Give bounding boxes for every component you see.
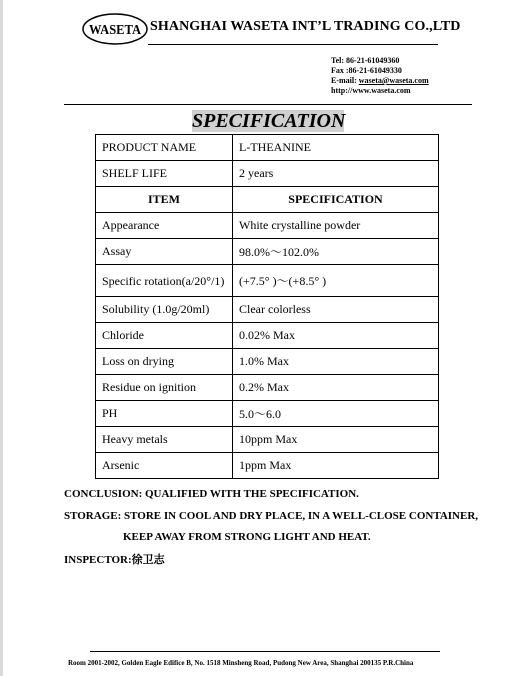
table-row: [96, 265, 439, 297]
spec-cell: Clear colorless: [233, 297, 439, 323]
company-name: SHANGHAI WASETA INT’L TRADING CO.,LTD: [150, 19, 461, 34]
svg-text:WASETA: WASETA: [89, 23, 142, 38]
item-cell: Chloride: [96, 323, 233, 349]
header-rule: [148, 44, 438, 45]
header-divider: [64, 104, 472, 105]
spec-cell: 1.0% Max: [233, 349, 439, 375]
scan-edge: [0, 0, 3, 676]
table-row: [96, 323, 439, 349]
storage-text-continued: KEEP AWAY FROM STRONG LIGHT AND HEAT.: [123, 531, 371, 543]
item-cell: Assay: [96, 239, 233, 265]
footer-address: Room 2001-2002, Golden Eagle Edifice B, No. 1518 Minsheng Road, Pudong New Area, Shanghai 200135 P.R.China: [68, 659, 414, 667]
shelf-life-label: SHELF LIFE: [96, 161, 233, 187]
table-row: [96, 427, 439, 453]
table-row: [96, 375, 439, 401]
specification-table: [95, 134, 439, 479]
spec-cell: 98.0%～102.0%: [233, 239, 439, 265]
item-cell: Appearance: [96, 213, 233, 239]
item-cell: Residue on ignition: [96, 375, 233, 401]
spec-cell: 5.0～6.0: [233, 401, 439, 427]
table-row: [96, 349, 439, 375]
email-line: [331, 76, 429, 86]
spec-cell: 0.02% Max: [233, 323, 439, 349]
table-row: [96, 401, 439, 427]
product-name-label: PRODUCT NAME: [96, 135, 233, 161]
spec-cell: 0.2% Max: [233, 375, 439, 401]
product-name-value: L-THEANINE: [233, 135, 439, 161]
spec-cell: 10ppm Max: [233, 427, 439, 453]
conclusion-text: CONCLUSION: QUALIFIED WITH THE SPECIFICATION.: [64, 488, 359, 500]
spec-cell: (+7.5° )～(+8.5° ): [233, 265, 439, 297]
table-row: [96, 239, 439, 265]
table-header-row: [96, 187, 439, 213]
item-cell: Loss on drying: [96, 349, 233, 375]
fax: Fax :86-21-61049330: [331, 66, 402, 75]
item-cell: Specific rotation(a/20°/1): [96, 265, 233, 297]
contact-block: [331, 56, 429, 96]
table-row: [96, 453, 439, 479]
table-row: [96, 213, 439, 239]
website-link[interactable]: http://www.waseta.com: [331, 86, 411, 95]
shelf-life-value: 2 years: [233, 161, 439, 187]
item-cell: Heavy metals: [96, 427, 233, 453]
item-cell: Solubility (1.0g/20ml): [96, 297, 233, 323]
column-header-item: ITEM: [96, 187, 233, 213]
storage-text: STORAGE: STORE IN COOL AND DRY PLACE, IN A WELL-CLOSE CONTAINER,: [64, 510, 479, 522]
table-row: [96, 135, 439, 161]
document-title: SPECIFICATION: [192, 110, 346, 132]
spec-cell: 1ppm Max: [233, 453, 439, 479]
table-row: [96, 161, 439, 187]
item-cell: Arsenic: [96, 453, 233, 479]
spec-cell: White crystalline powder: [233, 213, 439, 239]
column-header-specification: SPECIFICATION: [233, 187, 439, 213]
footer-rule: [90, 651, 440, 652]
email-link[interactable]: waseta@waseta.com: [358, 76, 429, 85]
company-logo: [82, 13, 148, 45]
tel: Tel: 86-21-61049360: [331, 56, 400, 65]
inspector-text: INSPECTOR:徐卫志: [64, 554, 165, 566]
email-label: E-mail:: [331, 76, 359, 85]
table-row: [96, 297, 439, 323]
item-cell: PH: [96, 401, 233, 427]
